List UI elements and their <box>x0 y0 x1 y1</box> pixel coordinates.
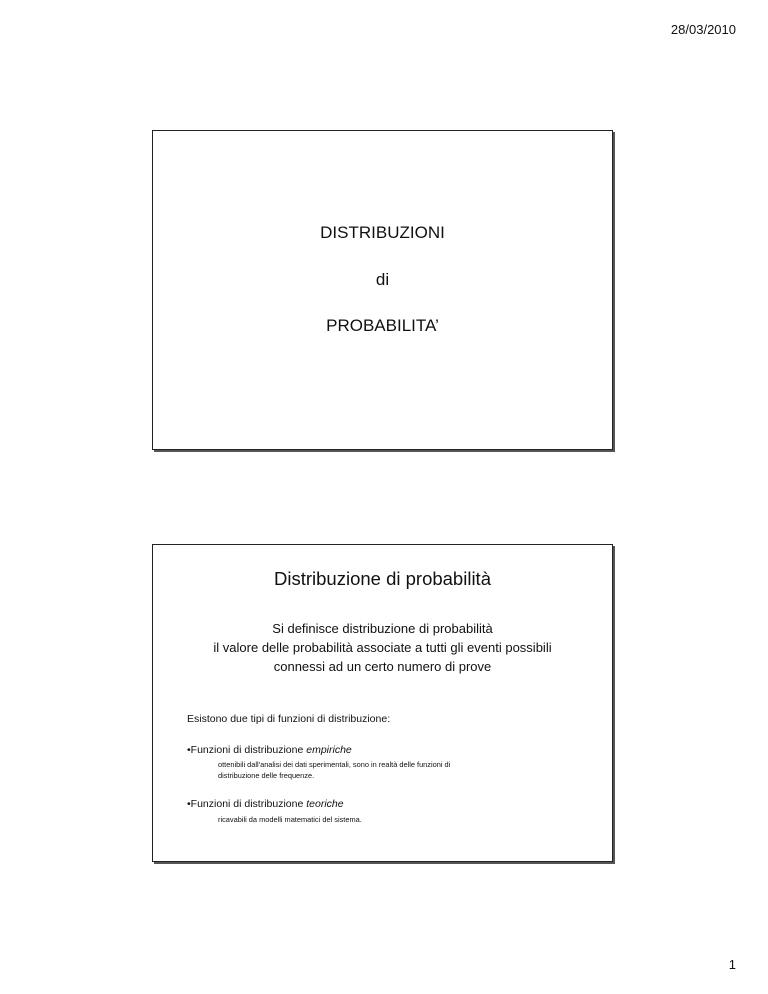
page-date: 28/03/2010 <box>670 22 736 37</box>
definition-line: il valore delle probabilità associate a tutti gli eventi possibili <box>213 640 552 655</box>
definition-line: Si definisce distribuzione di probabilità <box>272 621 493 636</box>
bullet-empirical <box>187 744 352 756</box>
intro-text: Esistono due tipi di funzioni di distribuzione: <box>187 713 391 725</box>
bullet-text: •Funzioni di distribuzione <box>187 798 307 810</box>
definition-line: connessi ad un certo numero di prove <box>273 659 492 674</box>
title-slide <box>152 130 613 450</box>
bullet-detail-empirical <box>218 759 578 781</box>
content-slide <box>152 544 613 862</box>
bullet-emphasis: empiriche <box>306 744 352 756</box>
detail-line: distribuzione delle frequenze. <box>218 771 315 780</box>
slide-heading: Distribuzione di probabilità <box>274 568 491 589</box>
slide-title-line-1: DISTRIBUZIONI <box>320 223 445 242</box>
definition-block <box>153 619 612 676</box>
detail-line: ricavabili da modelli matematici del sistema. <box>218 815 362 824</box>
bullet-emphasis: teoriche <box>306 798 344 810</box>
bullet-detail-theoretical <box>218 814 578 825</box>
detail-line: ottenibili dall'analisi dei dati sperimentali, sono in realtà delle funzioni di <box>218 760 451 769</box>
slide-title-line-3: PROBABILITA’ <box>326 316 439 335</box>
bullet-theoretical <box>187 798 344 810</box>
slide-title-line-2: di <box>375 270 390 289</box>
page-number: 1 <box>728 957 736 972</box>
bullet-text: •Funzioni di distribuzione <box>187 744 307 756</box>
